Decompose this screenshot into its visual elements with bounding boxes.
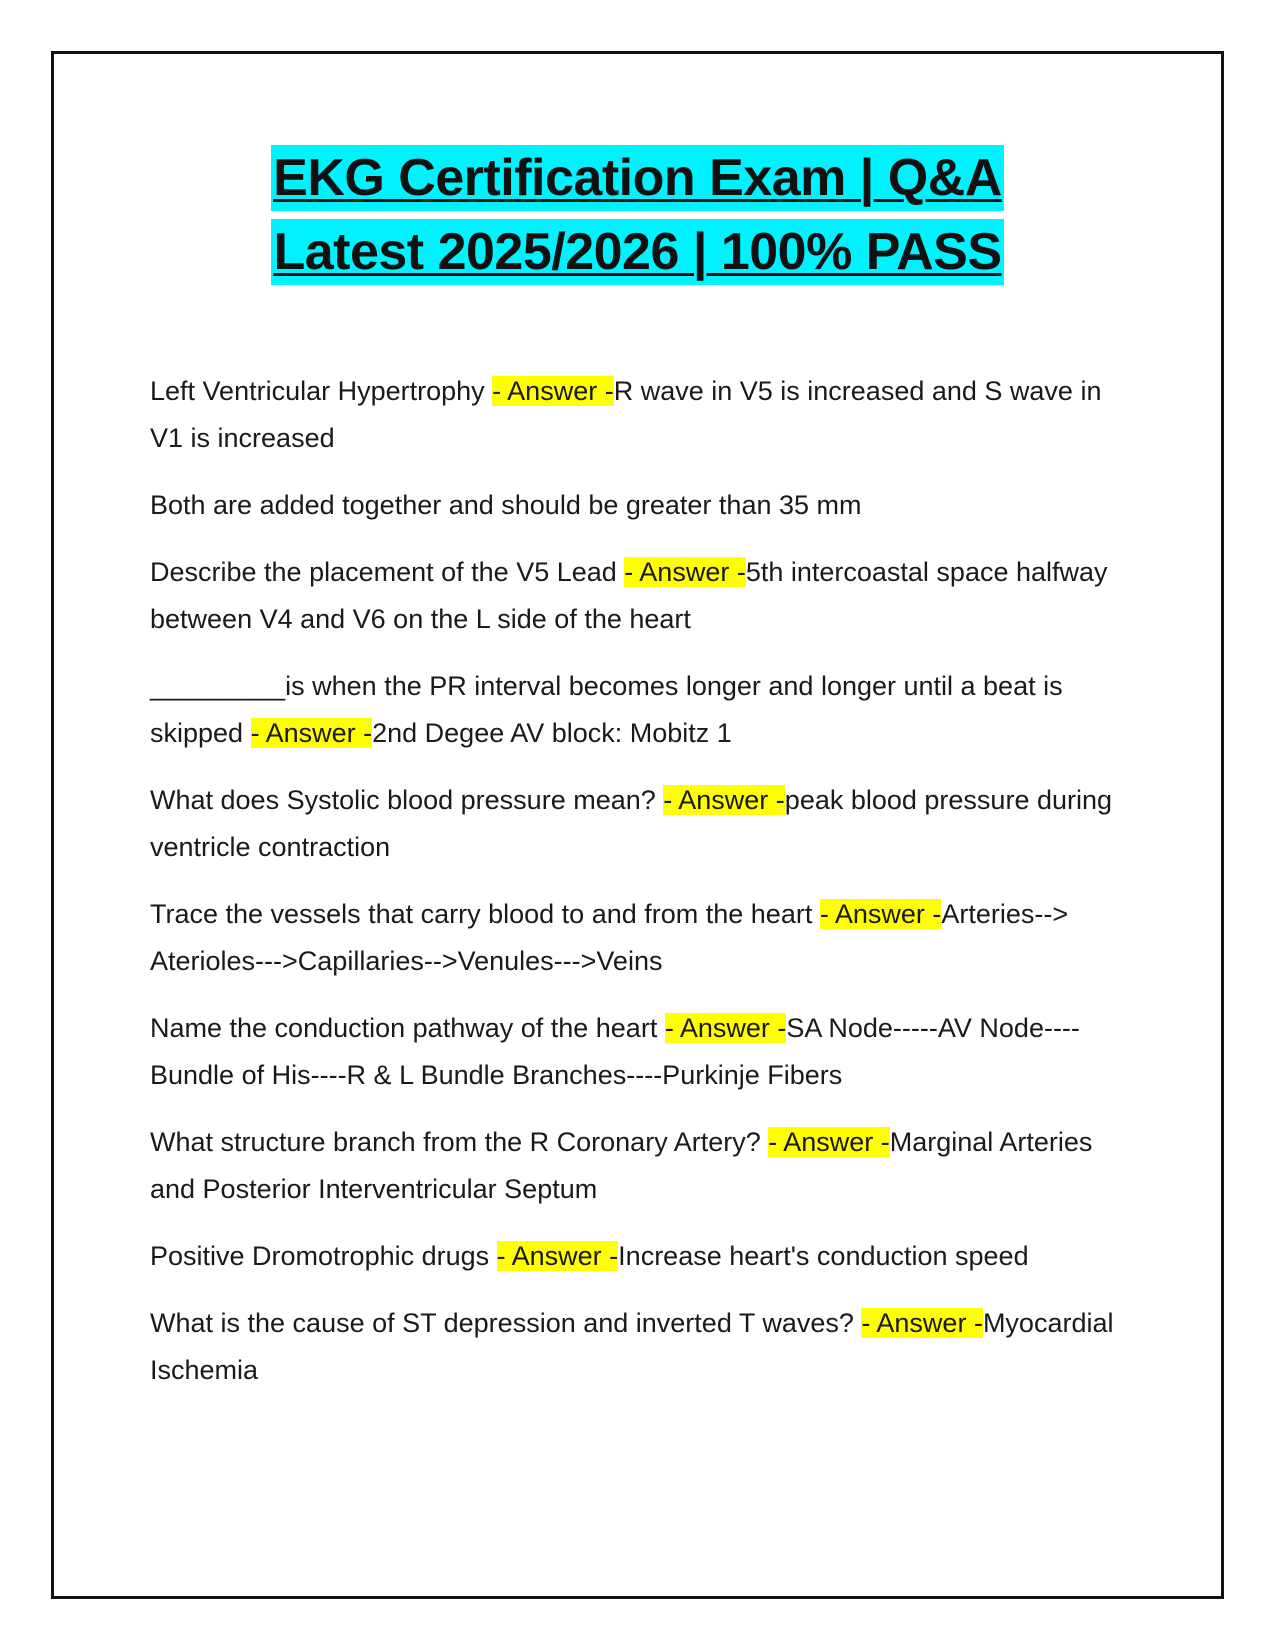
answer-marker: - Answer -	[664, 1013, 787, 1043]
answer-marker: - Answer -	[768, 1127, 890, 1157]
qa-item	[150, 891, 1125, 985]
qa-item	[150, 482, 1125, 529]
qa-item	[150, 1233, 1125, 1280]
qa-item	[150, 1005, 1125, 1099]
answer-text: R wave in V5 is increased and S wave in V1 is increased	[150, 376, 1102, 453]
answer-marker: - Answer -	[861, 1308, 983, 1338]
question-text: What does Systolic blood pressure mean?	[150, 785, 664, 815]
question-text: Describe the placement of the V5 Lead	[150, 557, 625, 587]
qa-item	[150, 368, 1125, 462]
qa-item	[150, 663, 1125, 757]
question-text: Positive Dromotrophic drugs	[150, 1241, 497, 1271]
question-text: Left Ventricular Hypertrophy	[150, 376, 493, 406]
answer-text: peak blood pressure during ventricle contraction	[150, 785, 1113, 862]
answer-marker: - Answer -	[492, 376, 614, 406]
title-line-1: EKG Certification Exam | Q&A	[271, 145, 1004, 211]
qa-item	[150, 1119, 1125, 1213]
answer-text: Marginal Arteries and Posterior Interventricular Septum	[150, 1127, 1093, 1204]
qa-item	[150, 1300, 1125, 1394]
answer-text: 5th intercoastal space halfway between V4 and V6 on the L side of the heart	[150, 557, 1108, 634]
question-text: Name the conduction pathway of the heart	[150, 1013, 665, 1043]
answer-text: Arteries--> Aterioles--->Capillaries-->Venules--->Veins	[150, 899, 1069, 976]
qa-item	[150, 777, 1125, 871]
note-text: Both are added together and should be greater than 35 mm	[150, 490, 862, 520]
answer-marker: - Answer -	[624, 557, 746, 587]
answer-marker: - Answer -	[496, 1241, 619, 1271]
answer-text: Myocardial Ischemia	[150, 1308, 1114, 1385]
question-text: _________is when the PR interval becomes longer and longer until a beat is skipped	[150, 671, 1063, 748]
qa-list	[150, 368, 1125, 1414]
answer-text: 2nd Degee AV block: Mobitz 1	[372, 718, 732, 748]
answer-marker: - Answer -	[819, 899, 942, 929]
question-text: Trace the vessels that carry blood to and from the heart	[150, 899, 820, 929]
answer-marker: - Answer -	[663, 785, 785, 815]
qa-item	[150, 549, 1125, 643]
answer-marker: - Answer -	[250, 718, 373, 748]
title-line-2: Latest 2025/2026 | 100% PASS	[271, 219, 1003, 285]
answer-text: Increase heart's conduction speed	[618, 1241, 1029, 1271]
question-text: What structure branch from the R Coronary Artery?	[150, 1127, 769, 1157]
document-title	[51, 145, 1224, 293]
answer-text: SA Node-----AV Node----Bundle of His----R & L Bundle Branches----Purkinje Fibers	[150, 1013, 1080, 1090]
question-text: What is the cause of ST depression and inverted T waves?	[150, 1308, 862, 1338]
